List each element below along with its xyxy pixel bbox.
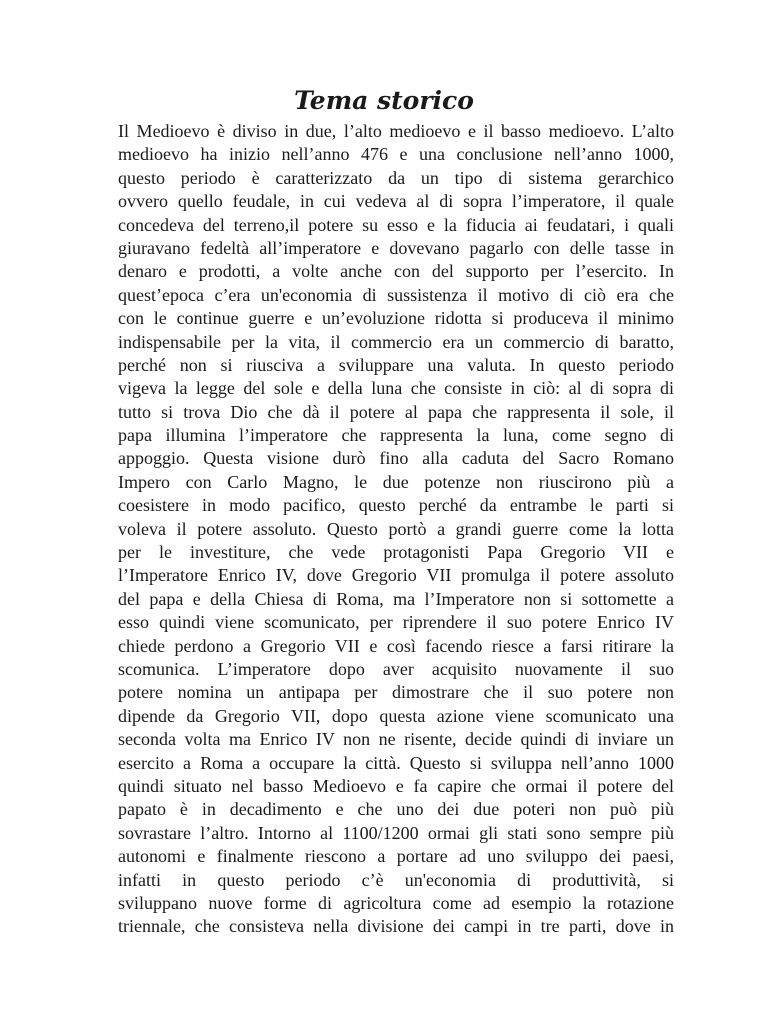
text-line: sviluppano nuove forme di agricoltura come ad esempio la rotazione — [118, 892, 674, 913]
text-line: infatti in questo periodo c’è un'economia di produttività, si — [118, 869, 674, 890]
text-line: quindi situato nel basso Medioevo e fa capire che ormai il potere del — [118, 775, 674, 796]
text-line: concedeva del terreno,il potere su esso e la fiducia ai feudatari, i quali — [118, 214, 674, 235]
text-line: chiede perdono a Gregorio VII e così facendo riesce a farsi ritirare la — [118, 635, 674, 656]
text-line: ovvero quello feudale, in cui vedeva al di sopra l’imperatore, il quale — [118, 191, 674, 212]
text-line: autonomi e finalmente riescono a portare ad uno sviluppo dei paesi, — [118, 846, 674, 867]
text-line: per le investiture, che vede protagonisti Papa Gregorio VII e — [118, 542, 674, 563]
text-line: Impero con Carlo Magno, le due potenze non riuscirono più a — [118, 471, 674, 492]
text-line: esso quindi viene scomunicato, per riprendere il suo potere Enrico IV — [118, 612, 674, 633]
text-line: seconda volta ma Enrico IV non ne risente, decide quindi di inviare un — [118, 729, 674, 750]
text-line: sovrastare l’altro. Intorno al 1100/1200 ormai gli stati sono sempre più — [118, 822, 674, 843]
text-line: del papa e della Chiesa di Roma, ma l’Imperatore non si sottomette a — [118, 588, 674, 609]
text-line: papato è in decadimento e che uno dei due poteri non può più — [118, 799, 674, 820]
text-line: vigeva la legge del sole e della luna che consiste in ciò: al di sopra di — [118, 378, 674, 399]
text-line: coesistere in modo pacifico, questo perché da entrambe le parti si — [118, 495, 674, 516]
text-line: l’Imperatore Enrico IV, dove Gregorio VII promulga il potere assoluto — [118, 565, 674, 586]
text-line: potere nomina un antipapa per dimostrare che il suo potere non — [118, 682, 674, 703]
document-body — [118, 120, 674, 939]
text-line: papa illumina l’imperatore che rappresenta la luna, come segno di — [118, 425, 674, 446]
text-line: scomunica. L’imperatore dopo aver acquisito nuovamente il suo — [118, 658, 674, 679]
text-line: medioevo ha inizio nell’anno 476 e una conclusione nell’anno 1000, — [118, 144, 674, 165]
text-line: Il Medioevo è diviso in due, l’alto medioevo e il basso medioevo. L’alto — [118, 121, 674, 141]
text-line: dipende da Gregorio VII, dopo questa azione viene scomunicato una — [118, 705, 674, 726]
text-line: triennale, che consisteva nella divisione dei campi in tre parti, dove in — [118, 916, 674, 937]
text-line: tutto si trova Dio che dà il potere al papa che rappresenta il sole, il — [118, 401, 674, 422]
text-line: appoggio. Questa visione durò fino alla caduta del Sacro Romano — [118, 448, 674, 469]
text-line: con le continue guerre e un’evoluzione ridotta si produceva il minimo — [118, 308, 674, 329]
document-title: Tema storico — [294, 86, 474, 115]
text-line: esercito a Roma a occupare la città. Questo si sviluppa nell’anno 1000 — [118, 752, 674, 773]
text-line: quest’epoca c’era un'economia di sussistenza il motivo di ciò era che — [118, 284, 674, 305]
text-line: perché non si riusciva a sviluppare una valuta. In questo periodo — [118, 354, 674, 375]
text-line: denaro e prodotti, a volte anche con del supporto per l’esercito. In — [118, 261, 674, 282]
text-line: voleva il potere assoluto. Questo portò a grandi guerre come la lotta — [118, 518, 674, 539]
text-line: questo periodo è caratterizzato da un tipo di sistema gerarchico — [118, 167, 674, 188]
text-line: indispensabile per la vita, il commercio era un commercio di baratto, — [118, 331, 674, 352]
text-line: giuravano fedeltà all’imperatore e dovevano pagarlo con delle tasse in — [118, 237, 674, 258]
